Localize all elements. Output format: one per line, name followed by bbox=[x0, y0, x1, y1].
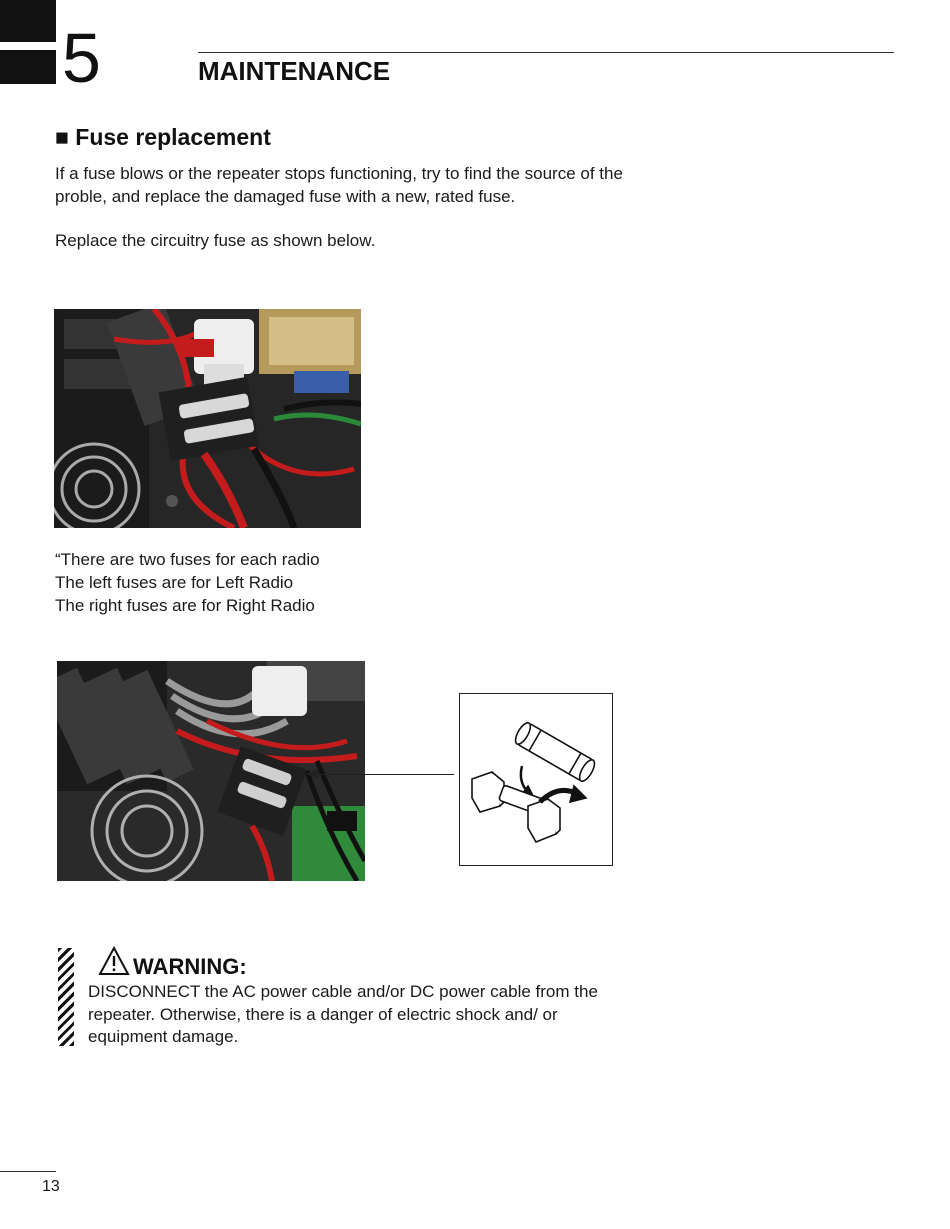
chapter-number: 5 bbox=[62, 19, 101, 97]
chapter-tab-block-lower bbox=[0, 50, 56, 84]
chapter-title: MAINTENANCE bbox=[198, 56, 391, 86]
warning-triangle-icon bbox=[98, 946, 130, 981]
caption-line: The right fuses are for Right Radio bbox=[55, 596, 315, 615]
photo-caption bbox=[55, 548, 320, 617]
warning-title: WARNING: bbox=[133, 954, 247, 979]
pointer-line bbox=[318, 774, 454, 775]
intro-paragraph: If a fuse blows or the repeater stops functioning, try to find the source of the proble, and replace the damaged fuse with a new, rated fuse. bbox=[55, 164, 623, 206]
page-number: 13 bbox=[42, 1178, 60, 1195]
header-rule bbox=[198, 52, 894, 53]
warning-body: DISCONNECT the AC power cable and/or DC power cable from the repeater. Otherwise, there is a danger of electric shock and/ or equipment damage. bbox=[88, 982, 598, 1046]
pointer-arrowhead bbox=[306, 769, 318, 779]
caption-line: The left fuses are for Left Radio bbox=[55, 573, 294, 592]
instruction-paragraph: Replace the circuitry fuse as shown below. bbox=[55, 231, 376, 250]
fuse-location-photo bbox=[57, 661, 365, 881]
fuse-holder-photo bbox=[54, 309, 361, 528]
warning-hazard-stripes bbox=[58, 948, 74, 1046]
caption-line: “There are two fuses for each radio bbox=[55, 550, 320, 569]
fuse-replacement-diagram bbox=[459, 693, 613, 866]
chapter-tab-block bbox=[0, 0, 56, 42]
footer-rule bbox=[0, 1171, 56, 1172]
section-title: ■ Fuse replacement bbox=[55, 124, 271, 150]
